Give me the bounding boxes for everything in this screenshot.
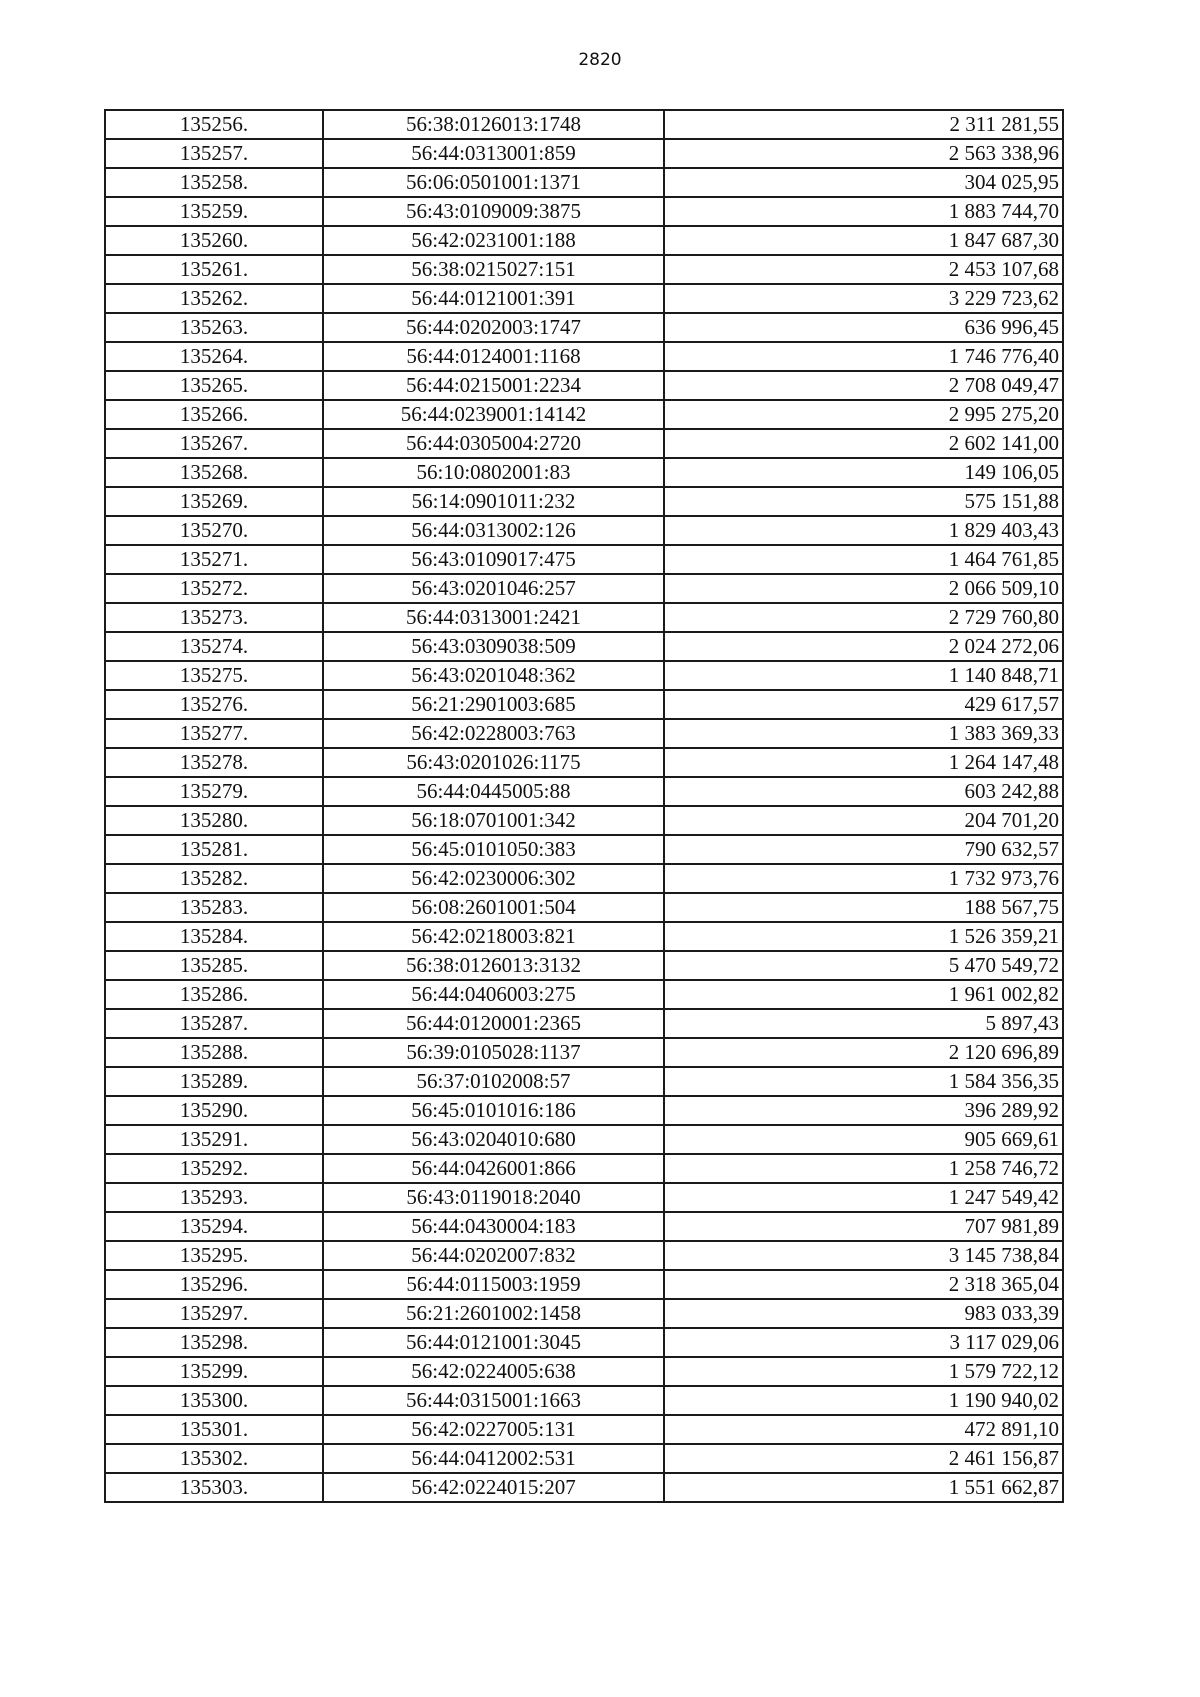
- cadastral-number-cell: 56:43:0109009:3875: [323, 197, 664, 226]
- row-number-cell: 135275.: [105, 661, 323, 690]
- cadastral-value-cell: 3 145 738,84: [664, 1241, 1063, 1270]
- cadastral-number-cell: 56:44:0202007:832: [323, 1241, 664, 1270]
- row-number-cell: 135272.: [105, 574, 323, 603]
- cadastral-value-cell: 636 996,45: [664, 313, 1063, 342]
- table-row: [105, 980, 1063, 1009]
- table-row: [105, 893, 1063, 922]
- cadastral-number-cell: 56:44:0313001:859: [323, 139, 664, 168]
- cadastral-number-cell: 56:42:0227005:131: [323, 1415, 664, 1444]
- cadastral-value-cell: 2 120 696,89: [664, 1038, 1063, 1067]
- cadastral-value-cell: 1 258 746,72: [664, 1154, 1063, 1183]
- table-row: [105, 458, 1063, 487]
- row-number-cell: 135282.: [105, 864, 323, 893]
- cadastral-value-cell: 5 470 549,72: [664, 951, 1063, 980]
- table-row: [105, 719, 1063, 748]
- table-row: [105, 371, 1063, 400]
- cadastral-number-cell: 56:44:0239001:14142: [323, 400, 664, 429]
- row-number-cell: 135289.: [105, 1067, 323, 1096]
- table-row: [105, 1154, 1063, 1183]
- cadastral-value-cell: 1 847 687,30: [664, 226, 1063, 255]
- row-number-cell: 135291.: [105, 1125, 323, 1154]
- row-number-cell: 135300.: [105, 1386, 323, 1415]
- cadastral-number-cell: 56:21:2601002:1458: [323, 1299, 664, 1328]
- row-number-cell: 135266.: [105, 400, 323, 429]
- cadastral-value-cell: 2 311 281,55: [664, 110, 1063, 139]
- row-number-cell: 135292.: [105, 1154, 323, 1183]
- cadastral-value-cell: 2 602 141,00: [664, 429, 1063, 458]
- table-row: [105, 516, 1063, 545]
- cadastral-value-cell: 2 729 760,80: [664, 603, 1063, 632]
- row-number-cell: 135285.: [105, 951, 323, 980]
- table-row: [105, 1212, 1063, 1241]
- table-row: [105, 1444, 1063, 1473]
- cadastral-number-cell: 56:44:0445005:88: [323, 777, 664, 806]
- row-number-cell: 135259.: [105, 197, 323, 226]
- table-row: [105, 1473, 1063, 1502]
- table-row: [105, 632, 1063, 661]
- cadastral-number-cell: 56:43:0204010:680: [323, 1125, 664, 1154]
- row-number-cell: 135295.: [105, 1241, 323, 1270]
- table-row: [105, 1009, 1063, 1038]
- cadastral-number-cell: 56:43:0201046:257: [323, 574, 664, 603]
- cadastral-value-cell: 905 669,61: [664, 1125, 1063, 1154]
- row-number-cell: 135274.: [105, 632, 323, 661]
- row-number-cell: 135264.: [105, 342, 323, 371]
- table-row: [105, 284, 1063, 313]
- cadastral-value-cell: 2 995 275,20: [664, 400, 1063, 429]
- cadastral-number-cell: 56:42:0224015:207: [323, 1473, 664, 1502]
- cadastral-value-cell: 1 883 744,70: [664, 197, 1063, 226]
- table-row: [105, 1241, 1063, 1270]
- cadastral-number-cell: 56:43:0119018:2040: [323, 1183, 664, 1212]
- cadastral-number-cell: 56:43:0309038:509: [323, 632, 664, 661]
- cadastral-number-cell: 56:44:0313001:2421: [323, 603, 664, 632]
- cadastral-number-cell: 56:39:0105028:1137: [323, 1038, 664, 1067]
- cadastral-number-cell: 56:10:0802001:83: [323, 458, 664, 487]
- row-number-cell: 135290.: [105, 1096, 323, 1125]
- table-row: [105, 1328, 1063, 1357]
- row-number-cell: 135284.: [105, 922, 323, 951]
- cadastral-value-cell: 204 701,20: [664, 806, 1063, 835]
- table-body: [105, 110, 1063, 1502]
- table-row: [105, 1299, 1063, 1328]
- cadastral-number-cell: 56:38:0126013:3132: [323, 951, 664, 980]
- table-row: [105, 1096, 1063, 1125]
- cadastral-value-cell: 3 117 029,06: [664, 1328, 1063, 1357]
- table-row: [105, 603, 1063, 632]
- cadastral-number-cell: 56:43:0201048:362: [323, 661, 664, 690]
- cadastral-number-cell: 56:42:0224005:638: [323, 1357, 664, 1386]
- table-row: [105, 1357, 1063, 1386]
- cadastral-value-cell: 1 247 549,42: [664, 1183, 1063, 1212]
- cadastral-value-cell: 1 732 973,76: [664, 864, 1063, 893]
- table-row: [105, 1415, 1063, 1444]
- row-number-cell: 135277.: [105, 719, 323, 748]
- cadastral-value-cell: 2 461 156,87: [664, 1444, 1063, 1473]
- row-number-cell: 135299.: [105, 1357, 323, 1386]
- row-number-cell: 135303.: [105, 1473, 323, 1502]
- cadastral-value-cell: 396 289,92: [664, 1096, 1063, 1125]
- row-number-cell: 135278.: [105, 748, 323, 777]
- table-row: [105, 197, 1063, 226]
- cadastral-value-cell: 983 033,39: [664, 1299, 1063, 1328]
- cadastral-number-cell: 56:44:0412002:531: [323, 1444, 664, 1473]
- cadastral-value-cell: 2 708 049,47: [664, 371, 1063, 400]
- row-number-cell: 135294.: [105, 1212, 323, 1241]
- cadastral-value-cell: 790 632,57: [664, 835, 1063, 864]
- cadastral-number-cell: 56:42:0228003:763: [323, 719, 664, 748]
- cadastral-value-cell: 1 551 662,87: [664, 1473, 1063, 1502]
- cadastral-value-cell: 5 897,43: [664, 1009, 1063, 1038]
- row-number-cell: 135296.: [105, 1270, 323, 1299]
- row-number-cell: 135271.: [105, 545, 323, 574]
- cadastral-number-cell: 56:18:0701001:342: [323, 806, 664, 835]
- table-row: [105, 487, 1063, 516]
- cadastral-value-cell: 1 264 147,48: [664, 748, 1063, 777]
- cadastral-value-cell: 1 579 722,12: [664, 1357, 1063, 1386]
- cadastral-number-cell: 56:08:2601001:504: [323, 893, 664, 922]
- cadastral-number-cell: 56:44:0215001:2234: [323, 371, 664, 400]
- table-row: [105, 545, 1063, 574]
- table-row: [105, 690, 1063, 719]
- row-number-cell: 135280.: [105, 806, 323, 835]
- table-row: [105, 400, 1063, 429]
- cadastral-value-cell: 707 981,89: [664, 1212, 1063, 1241]
- cadastral-value-cell: 603 242,88: [664, 777, 1063, 806]
- row-number-cell: 135270.: [105, 516, 323, 545]
- cadastral-value-cell: 2 453 107,68: [664, 255, 1063, 284]
- cadastral-number-cell: 56:44:0406003:275: [323, 980, 664, 1009]
- row-number-cell: 135302.: [105, 1444, 323, 1473]
- cadastral-number-cell: 56:44:0115003:1959: [323, 1270, 664, 1299]
- cadastral-number-cell: 56:45:0101050:383: [323, 835, 664, 864]
- row-number-cell: 135298.: [105, 1328, 323, 1357]
- cadastral-number-cell: 56:42:0218003:821: [323, 922, 664, 951]
- table-row: [105, 255, 1063, 284]
- table-row: [105, 1386, 1063, 1415]
- row-number-cell: 135260.: [105, 226, 323, 255]
- row-number-cell: 135265.: [105, 371, 323, 400]
- table-row: [105, 574, 1063, 603]
- table-row: [105, 1270, 1063, 1299]
- cadastral-value-cell: 1 829 403,43: [664, 516, 1063, 545]
- row-number-cell: 135261.: [105, 255, 323, 284]
- row-number-cell: 135286.: [105, 980, 323, 1009]
- cadastral-number-cell: 56:44:0305004:2720: [323, 429, 664, 458]
- cadastral-value-cell: 304 025,95: [664, 168, 1063, 197]
- row-number-cell: 135276.: [105, 690, 323, 719]
- row-number-cell: 135297.: [105, 1299, 323, 1328]
- cadastral-value-cell: 2 066 509,10: [664, 574, 1063, 603]
- row-number-cell: 135267.: [105, 429, 323, 458]
- table-row: [105, 806, 1063, 835]
- cadastral-number-cell: 56:44:0121001:391: [323, 284, 664, 313]
- cadastral-value-table: [104, 109, 1064, 1503]
- table-row: [105, 748, 1063, 777]
- cadastral-number-cell: 56:42:0230006:302: [323, 864, 664, 893]
- table-row: [105, 951, 1063, 980]
- cadastral-value-cell: 1 526 359,21: [664, 922, 1063, 951]
- cadastral-number-cell: 56:44:0202003:1747: [323, 313, 664, 342]
- table-row: [105, 1038, 1063, 1067]
- cadastral-value-cell: 1 746 776,40: [664, 342, 1063, 371]
- cadastral-value-cell: 429 617,57: [664, 690, 1063, 719]
- cadastral-value-cell: 1 584 356,35: [664, 1067, 1063, 1096]
- row-number-cell: 135281.: [105, 835, 323, 864]
- table-row: [105, 110, 1063, 139]
- cadastral-value-cell: 575 151,88: [664, 487, 1063, 516]
- cadastral-value-cell: 1 383 369,33: [664, 719, 1063, 748]
- row-number-cell: 135258.: [105, 168, 323, 197]
- cadastral-number-cell: 56:44:0430004:183: [323, 1212, 664, 1241]
- table-row: [105, 342, 1063, 371]
- table-row: [105, 1067, 1063, 1096]
- table-row: [105, 661, 1063, 690]
- table-row: [105, 226, 1063, 255]
- row-number-cell: 135263.: [105, 313, 323, 342]
- cadastral-value-cell: 2 318 365,04: [664, 1270, 1063, 1299]
- row-number-cell: 135268.: [105, 458, 323, 487]
- row-number-cell: 135287.: [105, 1009, 323, 1038]
- row-number-cell: 135293.: [105, 1183, 323, 1212]
- cadastral-value-cell: 1 464 761,85: [664, 545, 1063, 574]
- table-row: [105, 922, 1063, 951]
- table-row: [105, 168, 1063, 197]
- row-number-cell: 135256.: [105, 110, 323, 139]
- table-row: [105, 429, 1063, 458]
- cadastral-number-cell: 56:43:0201026:1175: [323, 748, 664, 777]
- cadastral-number-cell: 56:44:0315001:1663: [323, 1386, 664, 1415]
- cadastral-number-cell: 56:44:0121001:3045: [323, 1328, 664, 1357]
- cadastral-number-cell: 56:21:2901003:685: [323, 690, 664, 719]
- cadastral-value-cell: 2 024 272,06: [664, 632, 1063, 661]
- cadastral-number-cell: 56:38:0126013:1748: [323, 110, 664, 139]
- cadastral-number-cell: 56:44:0120001:2365: [323, 1009, 664, 1038]
- cadastral-number-cell: 56:44:0426001:866: [323, 1154, 664, 1183]
- cadastral-value-cell: 188 567,75: [664, 893, 1063, 922]
- cadastral-value-cell: 472 891,10: [664, 1415, 1063, 1444]
- cadastral-number-cell: 56:38:0215027:151: [323, 255, 664, 284]
- cadastral-value-cell: 149 106,05: [664, 458, 1063, 487]
- table-row: [105, 1183, 1063, 1212]
- row-number-cell: 135288.: [105, 1038, 323, 1067]
- row-number-cell: 135301.: [105, 1415, 323, 1444]
- cadastral-value-cell: 1 961 002,82: [664, 980, 1063, 1009]
- cadastral-value-cell: 1 140 848,71: [664, 661, 1063, 690]
- cadastral-number-cell: 56:42:0231001:188: [323, 226, 664, 255]
- row-number-cell: 135273.: [105, 603, 323, 632]
- cadastral-number-cell: 56:44:0124001:1168: [323, 342, 664, 371]
- cadastral-number-cell: 56:43:0109017:475: [323, 545, 664, 574]
- cadastral-number-cell: 56:44:0313002:126: [323, 516, 664, 545]
- table-row: [105, 864, 1063, 893]
- table-row: [105, 835, 1063, 864]
- row-number-cell: 135283.: [105, 893, 323, 922]
- cadastral-number-cell: 56:37:0102008:57: [323, 1067, 664, 1096]
- row-number-cell: 135279.: [105, 777, 323, 806]
- table-row: [105, 139, 1063, 168]
- table-row: [105, 313, 1063, 342]
- table-row: [105, 777, 1063, 806]
- page-number: 2820: [578, 50, 622, 70]
- table-row: [105, 1125, 1063, 1154]
- row-number-cell: 135262.: [105, 284, 323, 313]
- cadastral-value-cell: 1 190 940,02: [664, 1386, 1063, 1415]
- cadastral-number-cell: 56:06:0501001:1371: [323, 168, 664, 197]
- cadastral-number-cell: 56:45:0101016:186: [323, 1096, 664, 1125]
- row-number-cell: 135257.: [105, 139, 323, 168]
- cadastral-value-cell: 2 563 338,96: [664, 139, 1063, 168]
- cadastral-number-cell: 56:14:0901011:232: [323, 487, 664, 516]
- row-number-cell: 135269.: [105, 487, 323, 516]
- cadastral-value-cell: 3 229 723,62: [664, 284, 1063, 313]
